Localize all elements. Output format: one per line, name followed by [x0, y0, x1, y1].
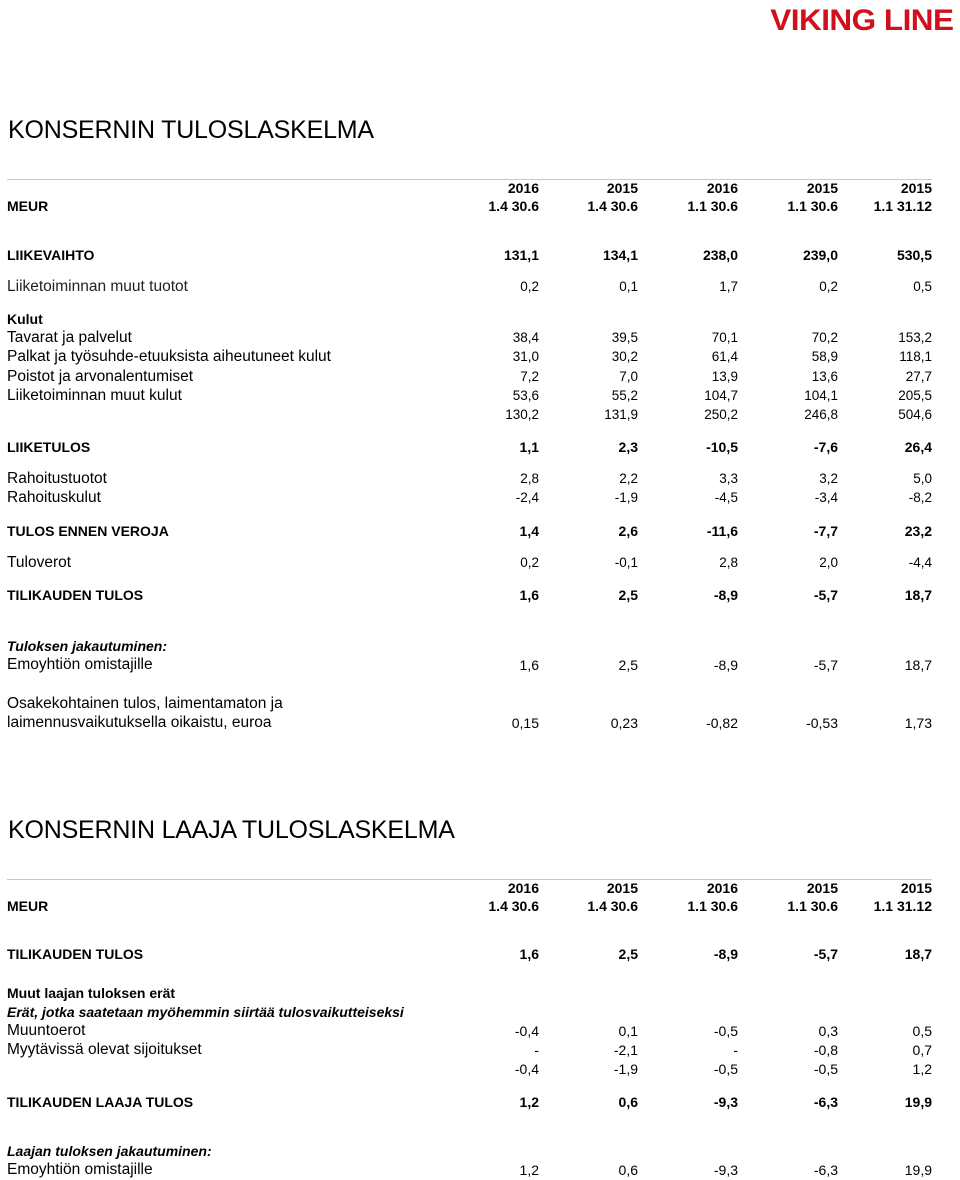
- cell: 1,6: [519, 657, 539, 673]
- cell: 0,5: [913, 279, 932, 294]
- col-year-2: 2015: [606, 180, 638, 196]
- cell: 61,4: [711, 349, 738, 364]
- col-year-3: 2016: [706, 880, 738, 896]
- cell: -5,7: [813, 657, 838, 673]
- cell: -: [733, 1042, 738, 1058]
- column-years-row: [7, 879, 932, 897]
- cell: 239,0: [802, 247, 838, 263]
- cell: 134,1: [602, 247, 638, 263]
- cell: 0,1: [618, 1023, 638, 1039]
- table-row: [7, 1022, 932, 1040]
- row-label: Rahoitustuotot: [7, 470, 107, 487]
- cell: -6,3: [813, 1094, 838, 1110]
- row-label: TILIKAUDEN LAAJA TULOS: [7, 1094, 194, 1110]
- cell: -8,9: [713, 587, 738, 603]
- cell: 504,6: [898, 407, 932, 422]
- cell: -10,5: [706, 439, 738, 455]
- column-years-row: [7, 179, 932, 197]
- cell: 238,0: [702, 247, 738, 263]
- cell: 0,7: [912, 1042, 932, 1058]
- viking-line-logo: VIKING LINE: [770, 4, 954, 37]
- col-year-1: 2016: [507, 880, 539, 896]
- table-row: [7, 656, 932, 674]
- col-year-3: 2016: [706, 180, 738, 196]
- table-row: [7, 368, 932, 386]
- table-row: [7, 522, 932, 540]
- cell: 2,6: [618, 523, 638, 539]
- cell: 2,5: [618, 587, 638, 603]
- cell: -0,8: [813, 1042, 838, 1058]
- table-row: [7, 470, 932, 488]
- cell: -9,3: [713, 1094, 738, 1110]
- row-label: Tuloksen jakautuminen:: [7, 638, 167, 654]
- cell: 1,1: [519, 439, 539, 455]
- cell: 23,2: [904, 523, 932, 539]
- cell: 2,5: [618, 946, 638, 962]
- section-heading: [7, 637, 932, 655]
- row-label: Liiketoiminnan muut kulut: [7, 387, 182, 404]
- cell: 19,9: [904, 1094, 932, 1110]
- cell: 0,23: [610, 715, 638, 731]
- cell: 58,9: [811, 349, 838, 364]
- cell: 1,73: [904, 715, 932, 731]
- row-label: Emoyhtiön omistajille: [7, 1161, 153, 1178]
- subtotal-row: [7, 406, 932, 424]
- cell: 2,8: [719, 555, 738, 570]
- cell: 55,2: [611, 388, 638, 403]
- cell: 130,2: [505, 407, 539, 422]
- row-label: Emoyhtiön omistajille: [7, 656, 153, 673]
- cell: 13,6: [811, 369, 838, 384]
- cell: 27,7: [905, 369, 932, 384]
- subtotal-row: [7, 1060, 932, 1078]
- table-row: [7, 586, 932, 604]
- cell: 2,8: [520, 471, 539, 486]
- cell: -5,7: [813, 946, 838, 962]
- cell: 246,8: [804, 407, 838, 422]
- row-label: Kulut: [7, 311, 43, 327]
- table-row: [7, 554, 932, 572]
- cell: 131,1: [503, 247, 539, 263]
- table-row: [7, 246, 932, 264]
- cell: 3,3: [719, 471, 738, 486]
- cell: 2,0: [819, 555, 838, 570]
- cell: 31,0: [512, 349, 539, 364]
- cell: -2,1: [613, 1042, 638, 1058]
- cell: 131,9: [604, 407, 638, 422]
- cell: -0,4: [514, 1061, 539, 1077]
- cell: 0,3: [818, 1023, 838, 1039]
- col-period-2: 1.4 30.6: [587, 198, 638, 214]
- cell: -8,2: [908, 490, 932, 505]
- column-periods-row: [7, 897, 932, 915]
- table-row: [7, 329, 932, 347]
- table-row-label-continuation: [7, 695, 932, 713]
- table-row: [7, 489, 932, 507]
- row-label: Erät, jotka saatetaan myöhemmin siirtää tulosvaikutteiseksi: [7, 1004, 404, 1020]
- cell: 70,2: [811, 330, 838, 345]
- cell: 0,5: [912, 1023, 932, 1039]
- cell: 5,0: [913, 471, 932, 486]
- row-label: Palkat ja työsuhde-etuuksista aiheutuneet kulut: [7, 348, 331, 365]
- row-label: Rahoituskulut: [7, 489, 101, 506]
- row-label: TULOS ENNEN VEROJA: [7, 523, 169, 539]
- cell: 38,4: [512, 330, 539, 345]
- currency-label: MEUR: [7, 198, 49, 214]
- cell: -0,5: [713, 1061, 738, 1077]
- col-period-3: 1.1 30.6: [687, 198, 738, 214]
- cell: 0,6: [618, 1162, 638, 1178]
- cell: 7,0: [619, 369, 638, 384]
- col-year-5: 2015: [900, 180, 932, 196]
- cell: -2,4: [515, 490, 539, 505]
- cell: -1,9: [614, 490, 638, 505]
- row-label: LIIKEVAIHTO: [7, 247, 95, 263]
- cell: -7,7: [813, 523, 838, 539]
- row-label: laimennusvaikutuksella oikaistu, euroa: [7, 714, 272, 731]
- currency-label: MEUR: [7, 898, 49, 914]
- cell: -5,7: [813, 587, 838, 603]
- cell: 2,5: [618, 657, 638, 673]
- cell: 18,7: [904, 657, 932, 673]
- cell: -11,6: [706, 523, 738, 539]
- cell: -3,4: [814, 490, 838, 505]
- cell: -0,4: [514, 1023, 539, 1039]
- row-label: Laajan tuloksen jakautuminen:: [7, 1143, 212, 1159]
- cell: 0,1: [619, 279, 638, 294]
- cell: -4,4: [908, 555, 932, 570]
- table-row: [7, 1093, 932, 1111]
- cell: 1,2: [912, 1061, 932, 1077]
- cell: 1,2: [519, 1094, 539, 1110]
- cell: -7,6: [813, 439, 838, 455]
- table-row: [7, 348, 932, 366]
- cell: 250,2: [704, 407, 738, 422]
- cell: 0,2: [520, 279, 539, 294]
- cell: 30,2: [611, 349, 638, 364]
- col-year-4: 2015: [806, 180, 838, 196]
- section-subheading: [7, 1003, 932, 1021]
- cell: 104,1: [804, 388, 838, 403]
- row-label: Myytävissä olevat sijoitukset: [7, 1041, 202, 1058]
- col-period-2: 1.4 30.6: [587, 898, 638, 914]
- cell: 1,4: [519, 523, 539, 539]
- row-label: Liiketoiminnan muut tuotot: [7, 278, 188, 295]
- cell: 70,1: [711, 330, 738, 345]
- row-label: TILIKAUDEN TULOS: [7, 587, 144, 603]
- table-row: [7, 387, 932, 405]
- col-period-3: 1.1 30.6: [687, 898, 738, 914]
- table-row: [7, 1161, 932, 1179]
- cell: 18,7: [904, 587, 932, 603]
- row-label: Muuntoerot: [7, 1022, 86, 1039]
- cell: -0,82: [706, 715, 738, 731]
- table-row: [7, 438, 932, 456]
- cell: 1,2: [519, 1162, 539, 1178]
- section-heading: [7, 310, 932, 328]
- cell: 1,6: [519, 946, 539, 962]
- income-statement-title: KONSERNIN TULOSLASKELMA: [8, 116, 374, 144]
- cell: 0,15: [511, 715, 539, 731]
- cell: 18,7: [904, 946, 932, 962]
- row-label: Osakekohtainen tulos, laimentamaton ja: [7, 695, 283, 712]
- comprehensive-income-title: KONSERNIN LAAJA TULOSLASKELMA: [8, 816, 455, 844]
- cell: 104,7: [704, 388, 738, 403]
- cell: -9,3: [713, 1162, 738, 1178]
- cell: 0,2: [819, 279, 838, 294]
- cell: -8,9: [713, 946, 738, 962]
- section-heading: [7, 984, 932, 1002]
- col-year-2: 2015: [606, 880, 638, 896]
- cell: 1,7: [719, 279, 738, 294]
- row-label: Tavarat ja palvelut: [7, 329, 132, 346]
- table-row: [7, 714, 932, 732]
- cell: 118,1: [899, 349, 932, 364]
- cell: -0,53: [806, 715, 838, 731]
- cell: 7,2: [520, 369, 539, 384]
- cell: 0,2: [520, 555, 539, 570]
- cell: -: [534, 1042, 539, 1058]
- table-row: [7, 945, 932, 963]
- cell: 2,2: [619, 471, 638, 486]
- row-label: Poistot ja arvonalentumiset: [7, 368, 194, 385]
- cell: 3,2: [819, 471, 838, 486]
- col-period-5: 1.1 31.12: [873, 198, 932, 214]
- cell: -1,9: [613, 1061, 638, 1077]
- cell: 39,5: [611, 330, 638, 345]
- cell: -0,5: [813, 1061, 838, 1077]
- col-year-1: 2016: [507, 180, 539, 196]
- cell: 530,5: [896, 247, 932, 263]
- cell: 26,4: [904, 439, 932, 455]
- cell: -0,1: [614, 555, 638, 570]
- cell: 53,6: [512, 388, 539, 403]
- cell: -4,5: [714, 490, 738, 505]
- row-label: Muut laajan tuloksen erät: [7, 985, 176, 1001]
- row-label: LIIKETULOS: [7, 439, 91, 455]
- cell: 2,3: [618, 439, 638, 455]
- cell: 13,9: [711, 369, 738, 384]
- col-period-4: 1.1 30.6: [787, 898, 838, 914]
- col-period-1: 1.4 30.6: [488, 198, 539, 214]
- col-period-4: 1.1 30.6: [787, 198, 838, 214]
- cell: -0,5: [713, 1023, 738, 1039]
- col-period-5: 1.1 31.12: [873, 898, 932, 914]
- cell: 205,5: [898, 388, 932, 403]
- col-year-4: 2015: [806, 880, 838, 896]
- section-heading: [7, 1142, 932, 1160]
- col-year-5: 2015: [900, 880, 932, 896]
- table-row: [7, 278, 932, 296]
- table-row: [7, 1041, 932, 1059]
- cell: 153,2: [898, 330, 932, 345]
- column-periods-row: [7, 197, 932, 215]
- cell: 0,6: [618, 1094, 638, 1110]
- row-label: TILIKAUDEN TULOS: [7, 946, 144, 962]
- cell: -6,3: [813, 1162, 838, 1178]
- col-period-1: 1.4 30.6: [488, 898, 539, 914]
- cell: -8,9: [713, 657, 738, 673]
- row-label: Tuloverot: [7, 554, 72, 571]
- cell: 1,6: [519, 587, 539, 603]
- cell: 19,9: [904, 1162, 932, 1178]
